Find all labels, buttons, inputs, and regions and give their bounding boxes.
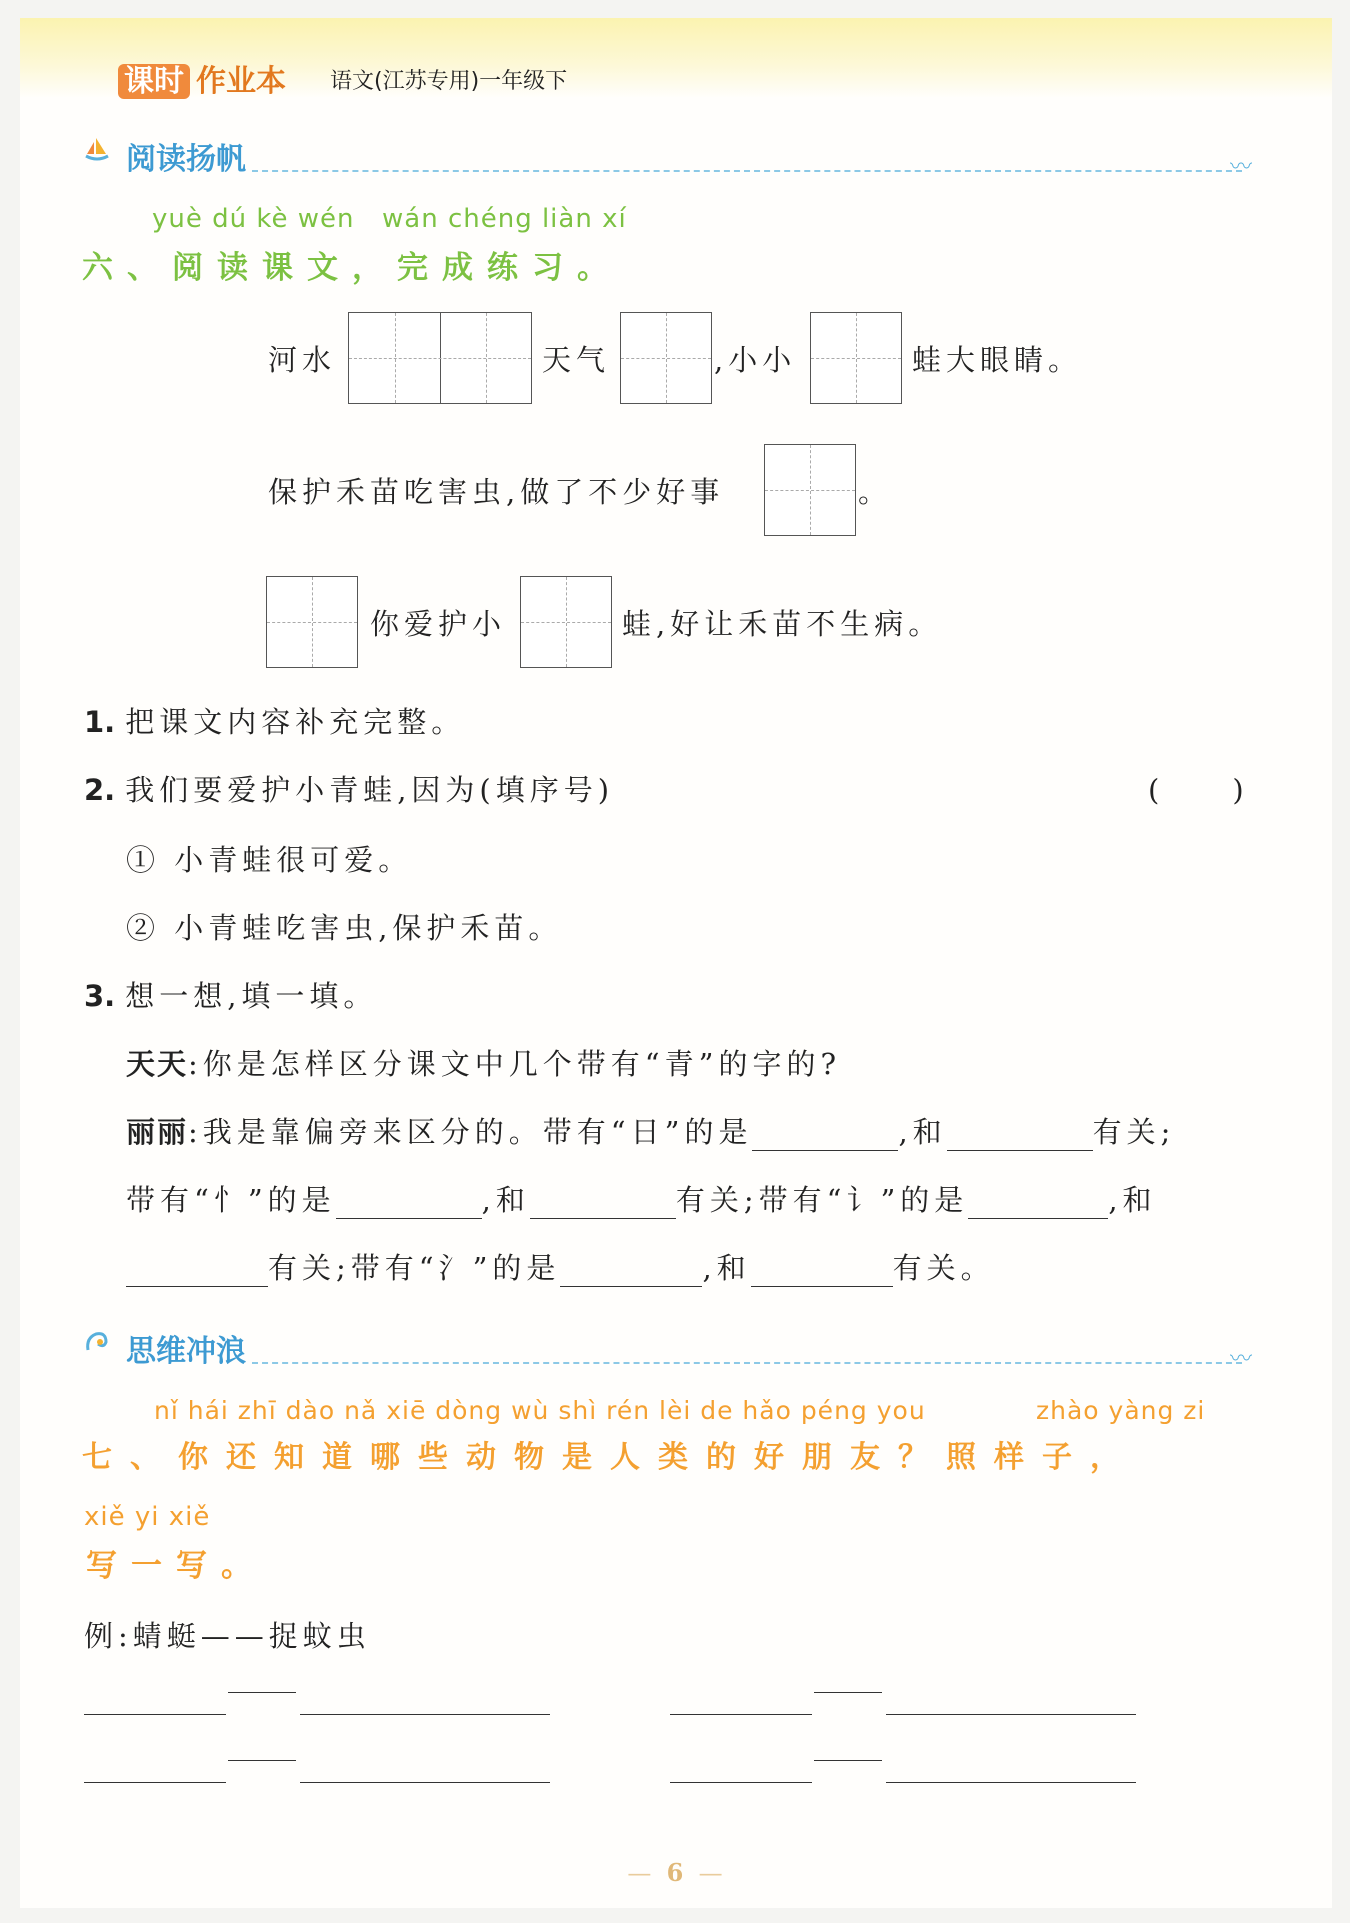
row2-text-d: ,和 [1108,1183,1157,1217]
q3-number: 3. [84,979,116,1013]
answer-blank[interactable] [968,1190,1108,1219]
answer-line[interactable] [84,1782,226,1783]
char-box[interactable] [620,312,712,404]
q2-number: 2. [84,773,116,807]
answer-blank[interactable] [947,1122,1093,1151]
poem-line1-a: 河水 [268,343,337,377]
q7-example: 例:蜻蜓——捉蚊虫 [84,1619,371,1653]
q6-pinyin-b: wán chéng liàn xí [382,204,627,234]
q1-number: 1. [84,705,116,739]
wave-icon: 〰 [1230,155,1253,180]
answer-line[interactable] [84,1714,226,1715]
poem-line3-b: 蛙,好让禾苗不生病。 [622,607,943,641]
q3-text: 想一想,填一填。 [125,979,378,1013]
q1 [84,700,465,741]
row3-text-b: ,和 [702,1251,751,1285]
section-title-reading: 阅读扬帆 [126,142,246,177]
row2-text-a: 带有“忄”的是 [126,1183,336,1217]
section-title-thinking: 思维冲浪 [126,1334,246,1369]
answer-line[interactable] [670,1782,812,1783]
q7-heading-line1: 七、你还知道哪些动物是人类的好朋友？照样子， [82,1440,1138,1475]
q3-tiantian [126,1042,841,1083]
q2-text: 我们要爱护小青蛙,因为(填序号) [125,773,615,807]
page-number: — 6 — [627,1858,723,1887]
char-box[interactable] [810,312,902,404]
page-number-value: 6 [666,1858,684,1887]
char-box-double[interactable] [348,312,532,404]
answer-blank[interactable] [560,1258,702,1287]
answer-blank[interactable] [336,1190,482,1219]
q2 [84,768,614,809]
poem-line1-d: 蛙大眼睛。 [912,343,1083,377]
answer-blank[interactable] [126,1258,268,1287]
poem-line3-a: 你爱护小 [370,607,507,641]
row3-text-a: 有关;带有“氵”的是 [268,1251,561,1285]
answer-blank[interactable] [751,1258,893,1287]
q2-option1: ① 小青蛙很可爱。 [126,843,413,877]
answer-line[interactable] [300,1782,550,1783]
q1-text: 把课文内容补充完整。 [125,705,466,739]
poem-line2-a: 保护禾苗吃害虫,做了不少好事 [268,475,725,509]
q7-pinyin-line1: nǐ hái zhī dào nǎ xiē dòng wù shì rén lèi de hǎo péng you [154,1396,926,1425]
section-divider [252,170,1242,172]
brand-part1: 课时 [118,64,190,99]
answer-line[interactable] [670,1714,812,1715]
row2-text-b: ,和 [481,1183,530,1217]
answer-blank[interactable] [752,1122,898,1151]
tiantian-text: :你是怎样区分课文中几个带有“青”的字的? [188,1047,841,1081]
dash-line [228,1760,296,1761]
q7-pinyin-line1b: zhào yàng zi [1036,1396,1206,1425]
q2-answer-blank[interactable]: ( ) [1148,773,1249,807]
answer-line[interactable] [886,1714,1136,1715]
poem-line2-b: 。 [858,475,893,509]
sailboat-icon [84,136,110,162]
dash-line [814,1692,882,1693]
q3-lili-row1 [126,1110,1175,1151]
q6-pinyin-a: yuè dú kè wén [152,204,355,234]
row2-text-c: 有关;带有“讠”的是 [675,1183,969,1217]
dash-line [814,1760,882,1761]
wave-icon: 〰 [1230,1347,1253,1372]
answer-line[interactable] [300,1714,550,1715]
subject-label: 语文(江苏专用)一年级下 [330,69,568,94]
lili-text-b: ,和 [898,1115,947,1149]
q3 [84,974,377,1015]
q7-pinyin-line2: xiě yi xiě [84,1502,211,1532]
poem-line1-b: 天气 [542,343,611,377]
speaker-tiantian: 天天 [126,1047,189,1081]
row3-text-c: 有关。 [892,1251,995,1285]
brand-part2: 作业本 [196,64,286,99]
char-box[interactable] [764,444,856,536]
q7-heading-line2: 写一写。 [86,1548,266,1584]
q2-option2: ② 小青蛙吃害虫,保护禾苗。 [126,911,563,945]
lili-text-c: 有关; [1092,1115,1176,1149]
q6-heading: 六、阅读课文，完成练习。 [82,250,622,286]
char-box[interactable] [266,576,358,668]
q3-row2 [126,1178,1157,1219]
answer-blank[interactable] [530,1190,676,1219]
speaker-lili: 丽丽 [126,1115,189,1149]
wave-swirl-icon [84,1330,110,1356]
answer-line[interactable] [886,1782,1136,1783]
poem-line1-c: ,小小 [714,343,797,377]
char-box[interactable] [520,576,612,668]
lili-text-a: :我是靠偏旁来区分的。带有“日”的是 [188,1115,753,1149]
section-divider [252,1362,1242,1364]
dash-line [228,1692,296,1693]
brand-logo [118,56,286,100]
q3-row3 [126,1246,995,1287]
